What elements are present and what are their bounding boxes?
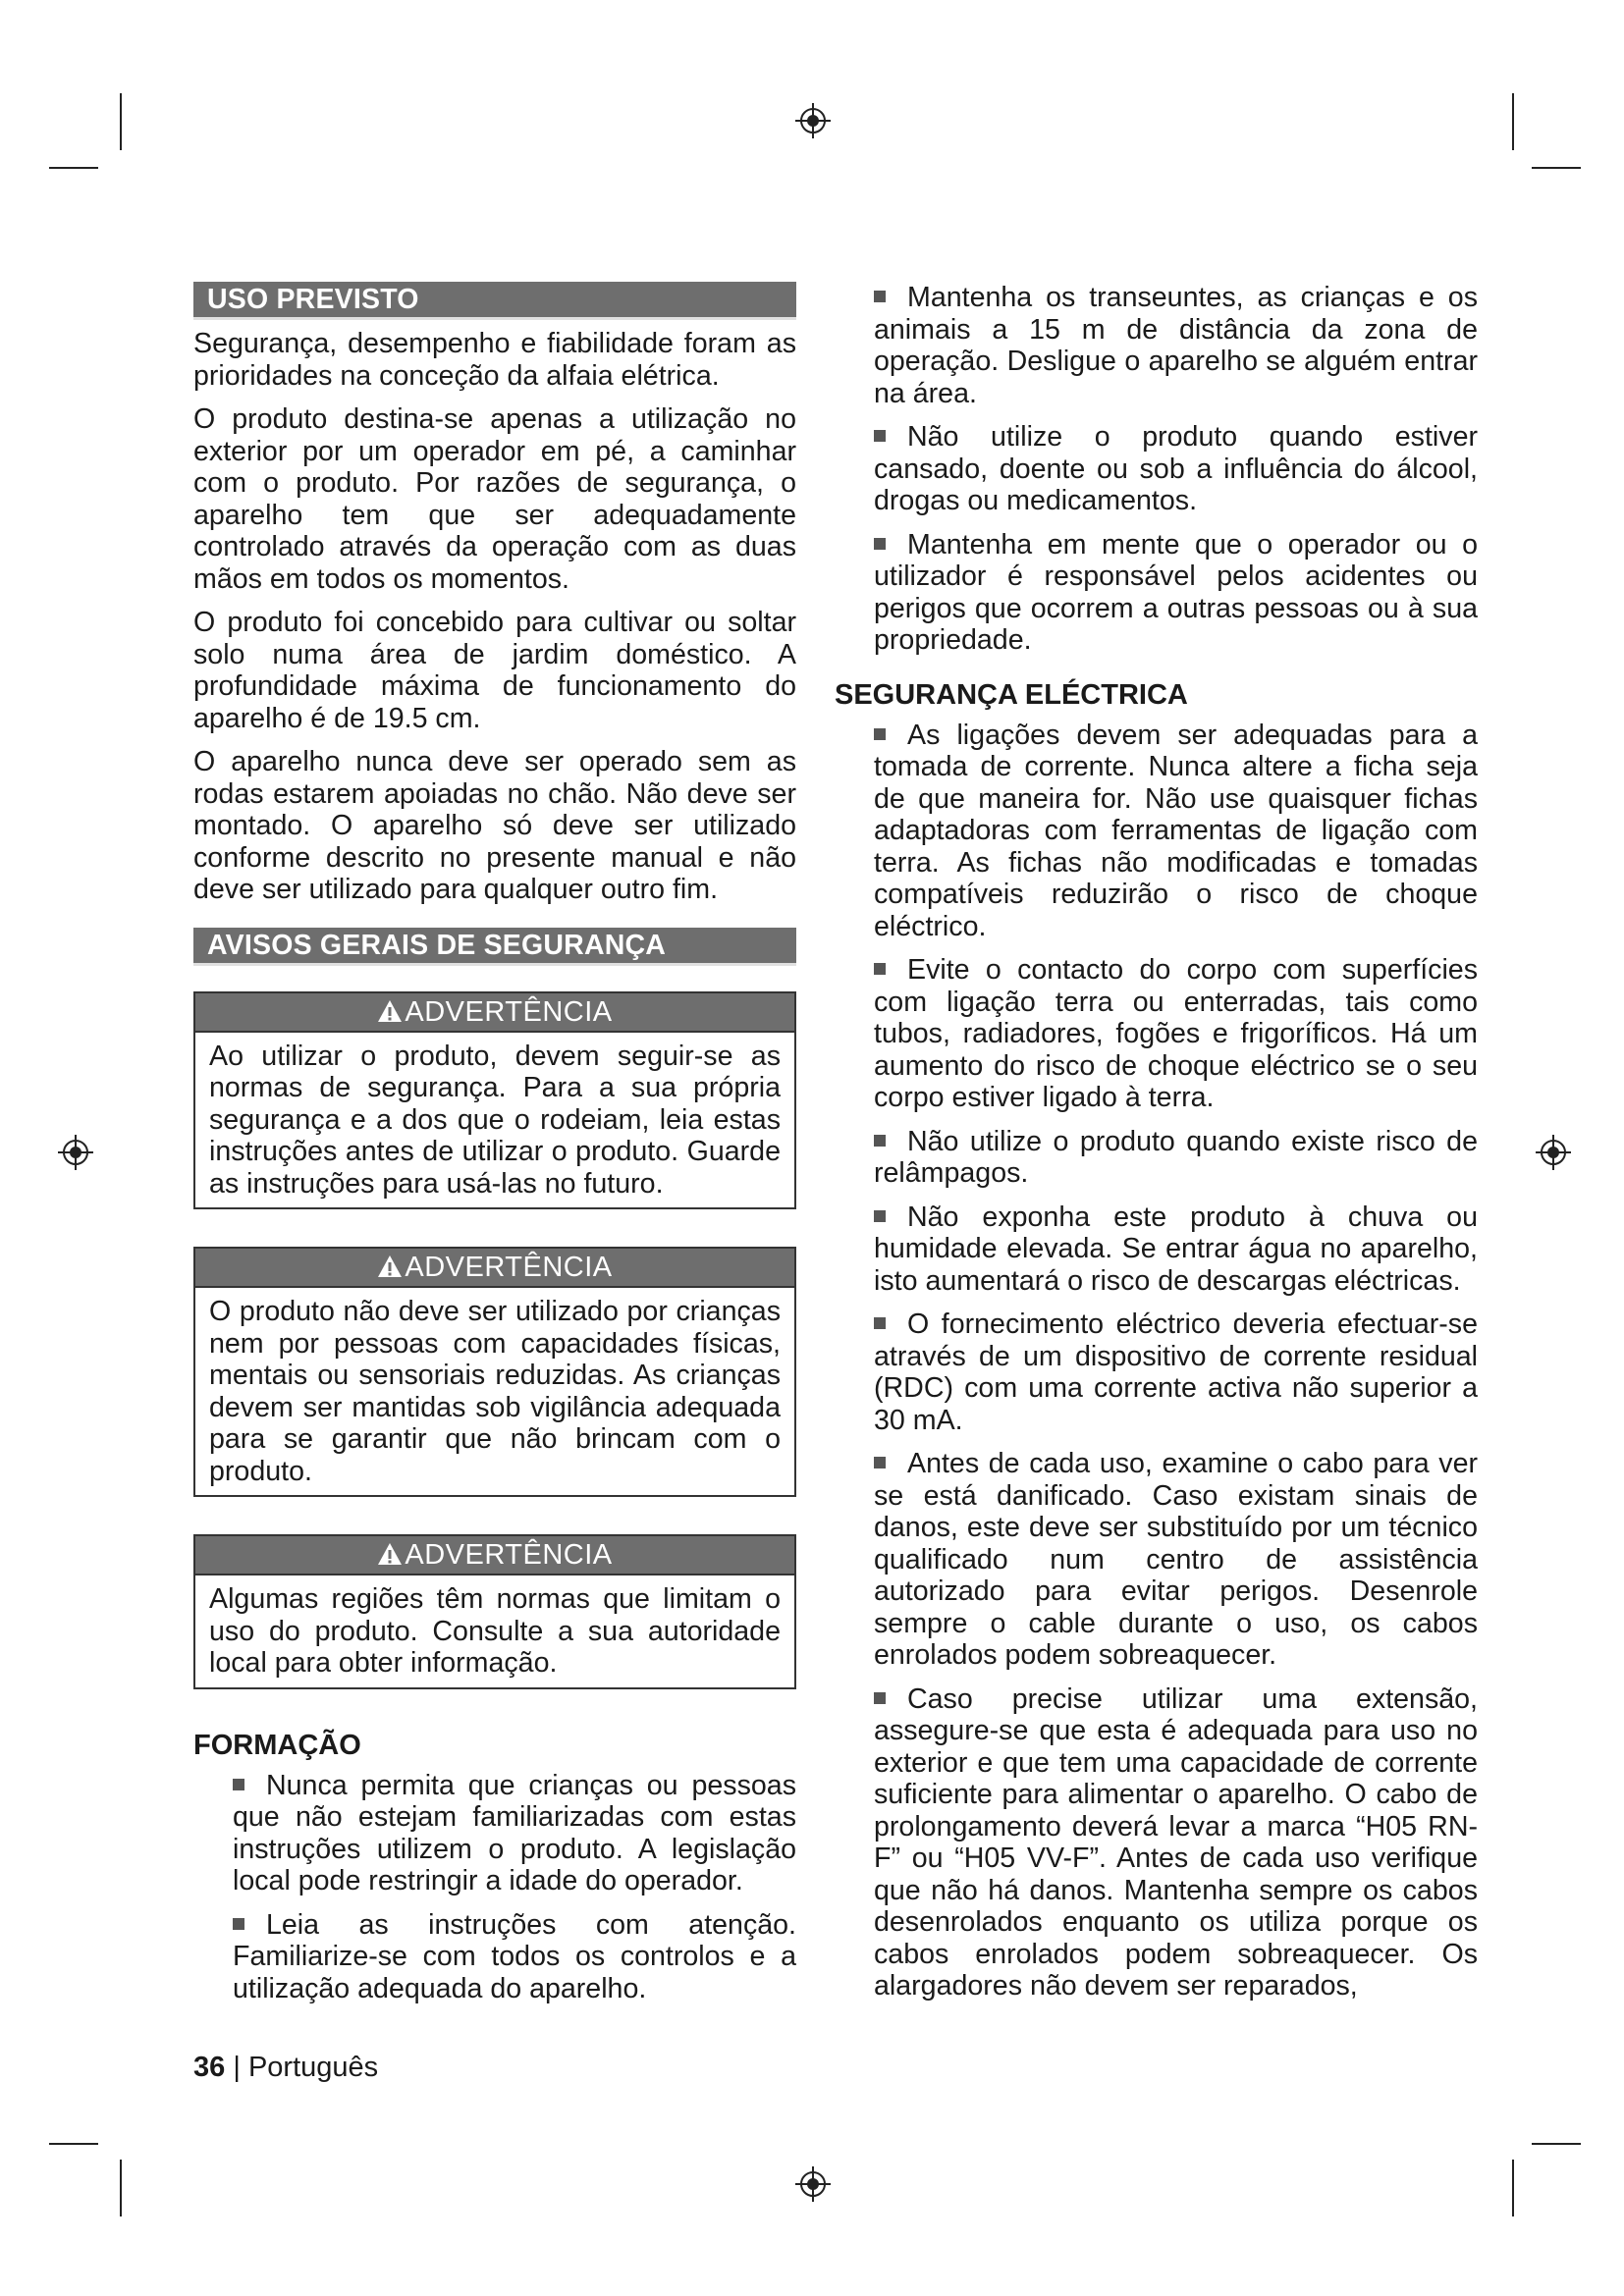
list-item: Mantenha os transeuntes, as crianças e os animais a 15 m de distância da zona de operação. Desligue o aparelho se alguém entrar na área. xyxy=(874,282,1478,409)
registration-mark-icon xyxy=(793,2164,833,2204)
crop-mark xyxy=(49,2143,98,2145)
bullet-square-icon xyxy=(874,1692,886,1704)
bullet-square-icon xyxy=(874,1210,886,1222)
list-item: Não exponha este produto à chuva ou humidade elevada. Se entrar água no aparelho, isto aumentará o risco de descargas eléctricas. xyxy=(874,1201,1478,1297)
warning-header xyxy=(195,1249,794,1288)
warning-triangle-icon xyxy=(377,999,403,1023)
crop-mark xyxy=(1532,167,1581,169)
bullet-square-icon xyxy=(874,291,886,302)
crop-mark xyxy=(1512,93,1514,150)
warning-text: Ao utilizar o produto, devem seguir-se as normas de segurança. Para a sua própria segurança e a dos que o rodeiam, leia estas instruções antes de utilizar o produto. Guarde as instruções para usá-las no futuro. xyxy=(209,1040,781,1200)
warning-title: ADVERTÊNCIA xyxy=(405,995,613,1028)
warning-triangle-icon xyxy=(377,1542,403,1566)
list-item: As ligações devem ser adequadas para a tomada de corrente. Nunca altere a ficha seja de que maneira for. Não use quaisquer fichas adaptadoras com ferramentas de ligação com terra. As fichas não modificadas e tomadas compatíveis reduzirão o risco de choque eléctrico. xyxy=(874,719,1478,942)
registration-mark-icon xyxy=(1534,1133,1573,1172)
crop-mark xyxy=(1532,2143,1581,2145)
paragraph: Segurança, desempenho e fiabilidade foram as prioridades na conceção da alfaia elétrica. xyxy=(193,328,796,392)
crop-mark xyxy=(49,167,98,169)
registration-mark-icon xyxy=(793,101,833,140)
bullet-square-icon xyxy=(874,430,886,442)
bullet-square-icon xyxy=(233,1918,244,1930)
crop-mark xyxy=(120,93,122,150)
warning-header xyxy=(195,1536,794,1575)
page-footer xyxy=(193,2052,378,2084)
warning-text: O produto não deve ser utilizado por crianças nem por pessoas com capacidades físicas, mentais ou sensoriais reduzidas. As crianças devem ser mantidas sob vigilância adequada para se garantir que não brincam com o produto. xyxy=(209,1296,781,1487)
registration-mark-icon xyxy=(56,1133,95,1172)
bullet-square-icon xyxy=(233,1779,244,1790)
warning-box xyxy=(193,991,796,1210)
list-item: Mantenha em mente que o operador ou o utilizador é responsável pelos acidentes ou perigos que ocorrem a outras pessoas ou à sua propriedade. xyxy=(874,528,1478,656)
warning-title: ADVERTÊNCIA xyxy=(405,1252,613,1283)
page-number: 36 xyxy=(193,2052,226,2083)
list-item: O fornecimento eléctrico deveria efectuar-se através de um dispositivo de corrente residual (RDC) com uma corrente activa não superior a 30 mA. xyxy=(874,1308,1478,1436)
bullet-square-icon xyxy=(874,1317,886,1329)
warning-box xyxy=(193,1247,796,1497)
footer-separator: | xyxy=(233,2052,241,2083)
bullet-square-icon xyxy=(874,538,886,550)
bullet-square-icon xyxy=(874,1457,886,1468)
warning-box xyxy=(193,1534,796,1689)
section-heading-formacao: FORMAÇÃO xyxy=(193,1729,361,1761)
crop-mark xyxy=(120,2160,122,2216)
bullet-square-icon xyxy=(874,963,886,975)
right-column xyxy=(835,282,1478,2014)
list-item: Nunca permita que crianças ou pessoas que não estejam familiarizadas com estas instruções utilizem o produto. A legislação local pode restringir a idade do operador. xyxy=(233,1769,796,1896)
warning-title: ADVERTÊNCIA xyxy=(405,1539,613,1571)
section-heading-avisos: AVISOS GERAIS DE SEGURANÇA xyxy=(193,928,796,966)
list-item: Antes de cada uso, examine o cabo para ver se está danificado. Caso existam sinais de danos, este deve ser substituído por um técnico qualificado num centro de assistência autorizado para evitar perigos. Desenrole sempre o cable durante o uso, os cabos enrolados podem sobreaquecer. xyxy=(874,1448,1478,1671)
warning-text: Algumas regiões têm normas que limitam o uso do produto. Consulte a sua autoridade local para obter informação. xyxy=(209,1583,781,1679)
paragraph: O produto destina-se apenas a utilização no exterior por um operador em pé, a caminhar com o produto. Por razões de segurança, o aparelho tem que ser adequadamente controlado através da operação com as duas mãos em todos os momentos. xyxy=(193,403,796,595)
list-item: Não utilize o produto quando estiver cansado, doente ou sob a influência do álcool, drogas ou medicamentos. xyxy=(874,421,1478,516)
list-item: Evite o contacto do corpo com superfícies com ligação terra ou enterradas, tais como tubos, radiadores, fogões e frigoríficos. Há um aumento do risco de choque eléctrico se o seu corpo estiver ligado à terra. xyxy=(874,954,1478,1113)
section-heading-seguranca-electrica: SEGURANÇA ELÉCTRICA xyxy=(835,678,1188,711)
list-item: Não utilize o produto quando existe risco de relâmpagos. xyxy=(874,1125,1478,1189)
paragraph: O produto foi concebido para cultivar ou soltar solo numa área de jardim doméstico. A profundidade máxima de funcionamento do aparelho é de 19.5 cm. xyxy=(193,607,796,734)
warning-header xyxy=(195,993,794,1033)
crop-mark xyxy=(1512,2160,1514,2216)
warning-triangle-icon xyxy=(377,1255,403,1278)
left-column xyxy=(193,282,796,2016)
paragraph: O aparelho nunca deve ser operado sem as rodas estarem apoiadas no chão. Não deve ser montado. O aparelho só deve ser utilizado conforme descrito no presente manual e não deve ser utilizado para qualquer outro fim. xyxy=(193,746,796,905)
list-item: Caso precise utilizar uma extensão, assegure-se que esta é adequada para uso no exterior e que tem uma capacidade de corrente suficiente para alimentar o aparelho. O cabo de prolongamento deverá levar a marca “H05 RN-F” ou “H05 VV-F”. Antes de cada uso verifique que não há danos. Mantenha sempre os cabos desenrolados enquanto os utiliza porque os cabos enrolados podem sobreaquecer. Os alargadores não devem ser reparados, xyxy=(874,1682,1478,2002)
list-item: Leia as instruções com atenção. Familiarize-se com todos os controlos e a utilização adequada do aparelho. xyxy=(233,1908,796,2004)
bullet-square-icon xyxy=(874,728,886,740)
footer-language: Português xyxy=(247,2052,379,2083)
bullet-square-icon xyxy=(874,1135,886,1147)
section-heading-uso-previsto: USO PREVISTO xyxy=(193,282,796,320)
